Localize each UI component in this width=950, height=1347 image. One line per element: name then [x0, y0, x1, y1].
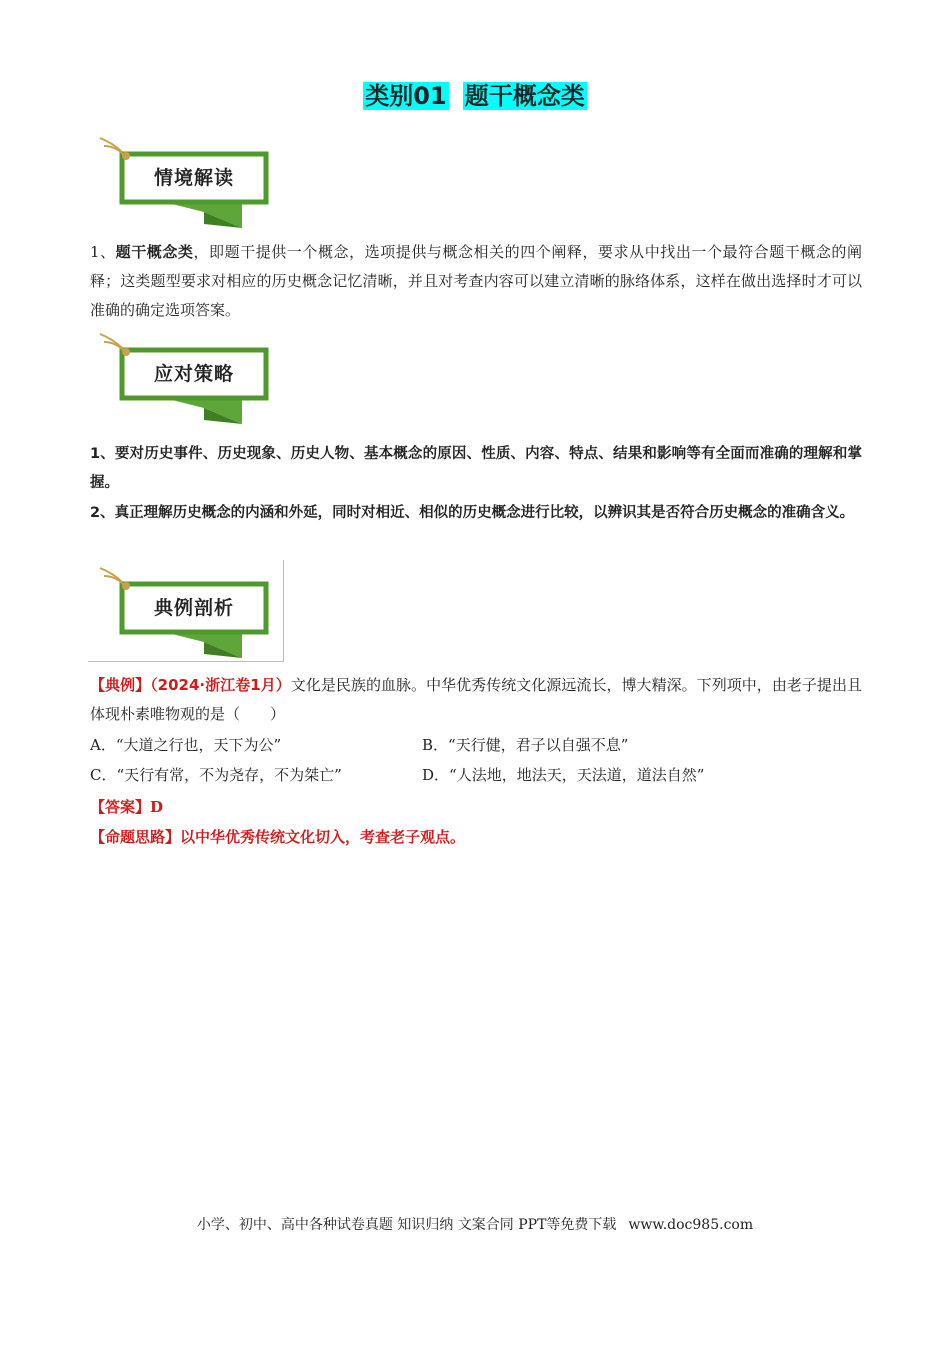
option-letter: B．	[422, 736, 449, 754]
answer-value: D	[150, 798, 164, 816]
section-label-strategy: 应对策略	[153, 363, 234, 385]
option-text: “人法地，地法天，天法道，道法自然”	[449, 766, 705, 784]
strategy-point-2: 2、真正理解历史概念的内涵和外延，同时对相近、相似的历史概念进行比较，以辨识其是否符合历史概念的准确含义。	[90, 505, 855, 521]
page-title	[0, 80, 950, 112]
option-text: “天行健，君子以自强不息”	[448, 736, 629, 754]
footer-text: 小学、初中、高中各种试卷真题 知识归纳 文案合同 PPT等免费下载	[196, 1217, 617, 1233]
option-c	[90, 761, 342, 790]
section-banner-strategy	[96, 328, 276, 428]
reasoning-line	[90, 823, 465, 852]
title-category: 类别01	[365, 82, 447, 110]
title-name: 题干概念类	[464, 82, 585, 110]
example-source: （2024·浙江卷1月）	[150, 676, 291, 694]
context-paragraph	[90, 238, 862, 325]
option-b	[422, 731, 628, 760]
section-label-context: 情境解读	[153, 167, 234, 189]
example-question	[90, 671, 862, 729]
option-a	[90, 731, 281, 760]
option-text: “大道之行也，天下为公”	[115, 736, 282, 754]
context-body: ，即题干提供一个概念，选项提供与概念相关的四个阐释，要求从中找出一个最符合题干概念的阐释；这类题型要求对相应的历史概念记忆清晰，并且对考查内容可以建立清晰的脉络体系，这样在做出选择时才可以准确的确定选项答案。	[90, 243, 862, 319]
example-tag: 【典例】	[90, 676, 151, 694]
option-letter: D．	[422, 766, 450, 784]
option-letter: C．	[90, 766, 117, 784]
context-prefix: 1、	[90, 243, 116, 261]
section-banner-context	[96, 132, 276, 232]
option-d	[422, 761, 704, 790]
footer-site-link[interactable]: www.doc985.com	[628, 1217, 754, 1233]
section-label-example: 典例剖析	[153, 597, 234, 619]
option-letter: A．	[90, 736, 116, 754]
section-banner-example	[96, 562, 276, 662]
page-footer	[0, 1214, 950, 1236]
reasoning-label: 【命题思路】	[90, 828, 181, 846]
strategy-point-1: 1、要对历史事件、历史现象、历史人物、基本概念的原因、性质、内容、特点、结果和影响等有全面而准确的理解和掌握。	[90, 446, 862, 491]
reasoning-text: 以中华优秀传统文化切入，考查老子观点。	[180, 828, 466, 846]
answer-label: 【答案】	[90, 798, 151, 816]
answer-line	[90, 793, 163, 822]
option-text: “天行有常，不为尧存，不为桀亡”	[116, 766, 342, 784]
example-question-text: 文化是民族的血脉。中华优秀传统文化源远流长，博大精深。下列项中，由老子提出且体现朴素唯物观的是（ ）	[90, 676, 862, 723]
context-term: 题干概念类	[115, 243, 194, 261]
